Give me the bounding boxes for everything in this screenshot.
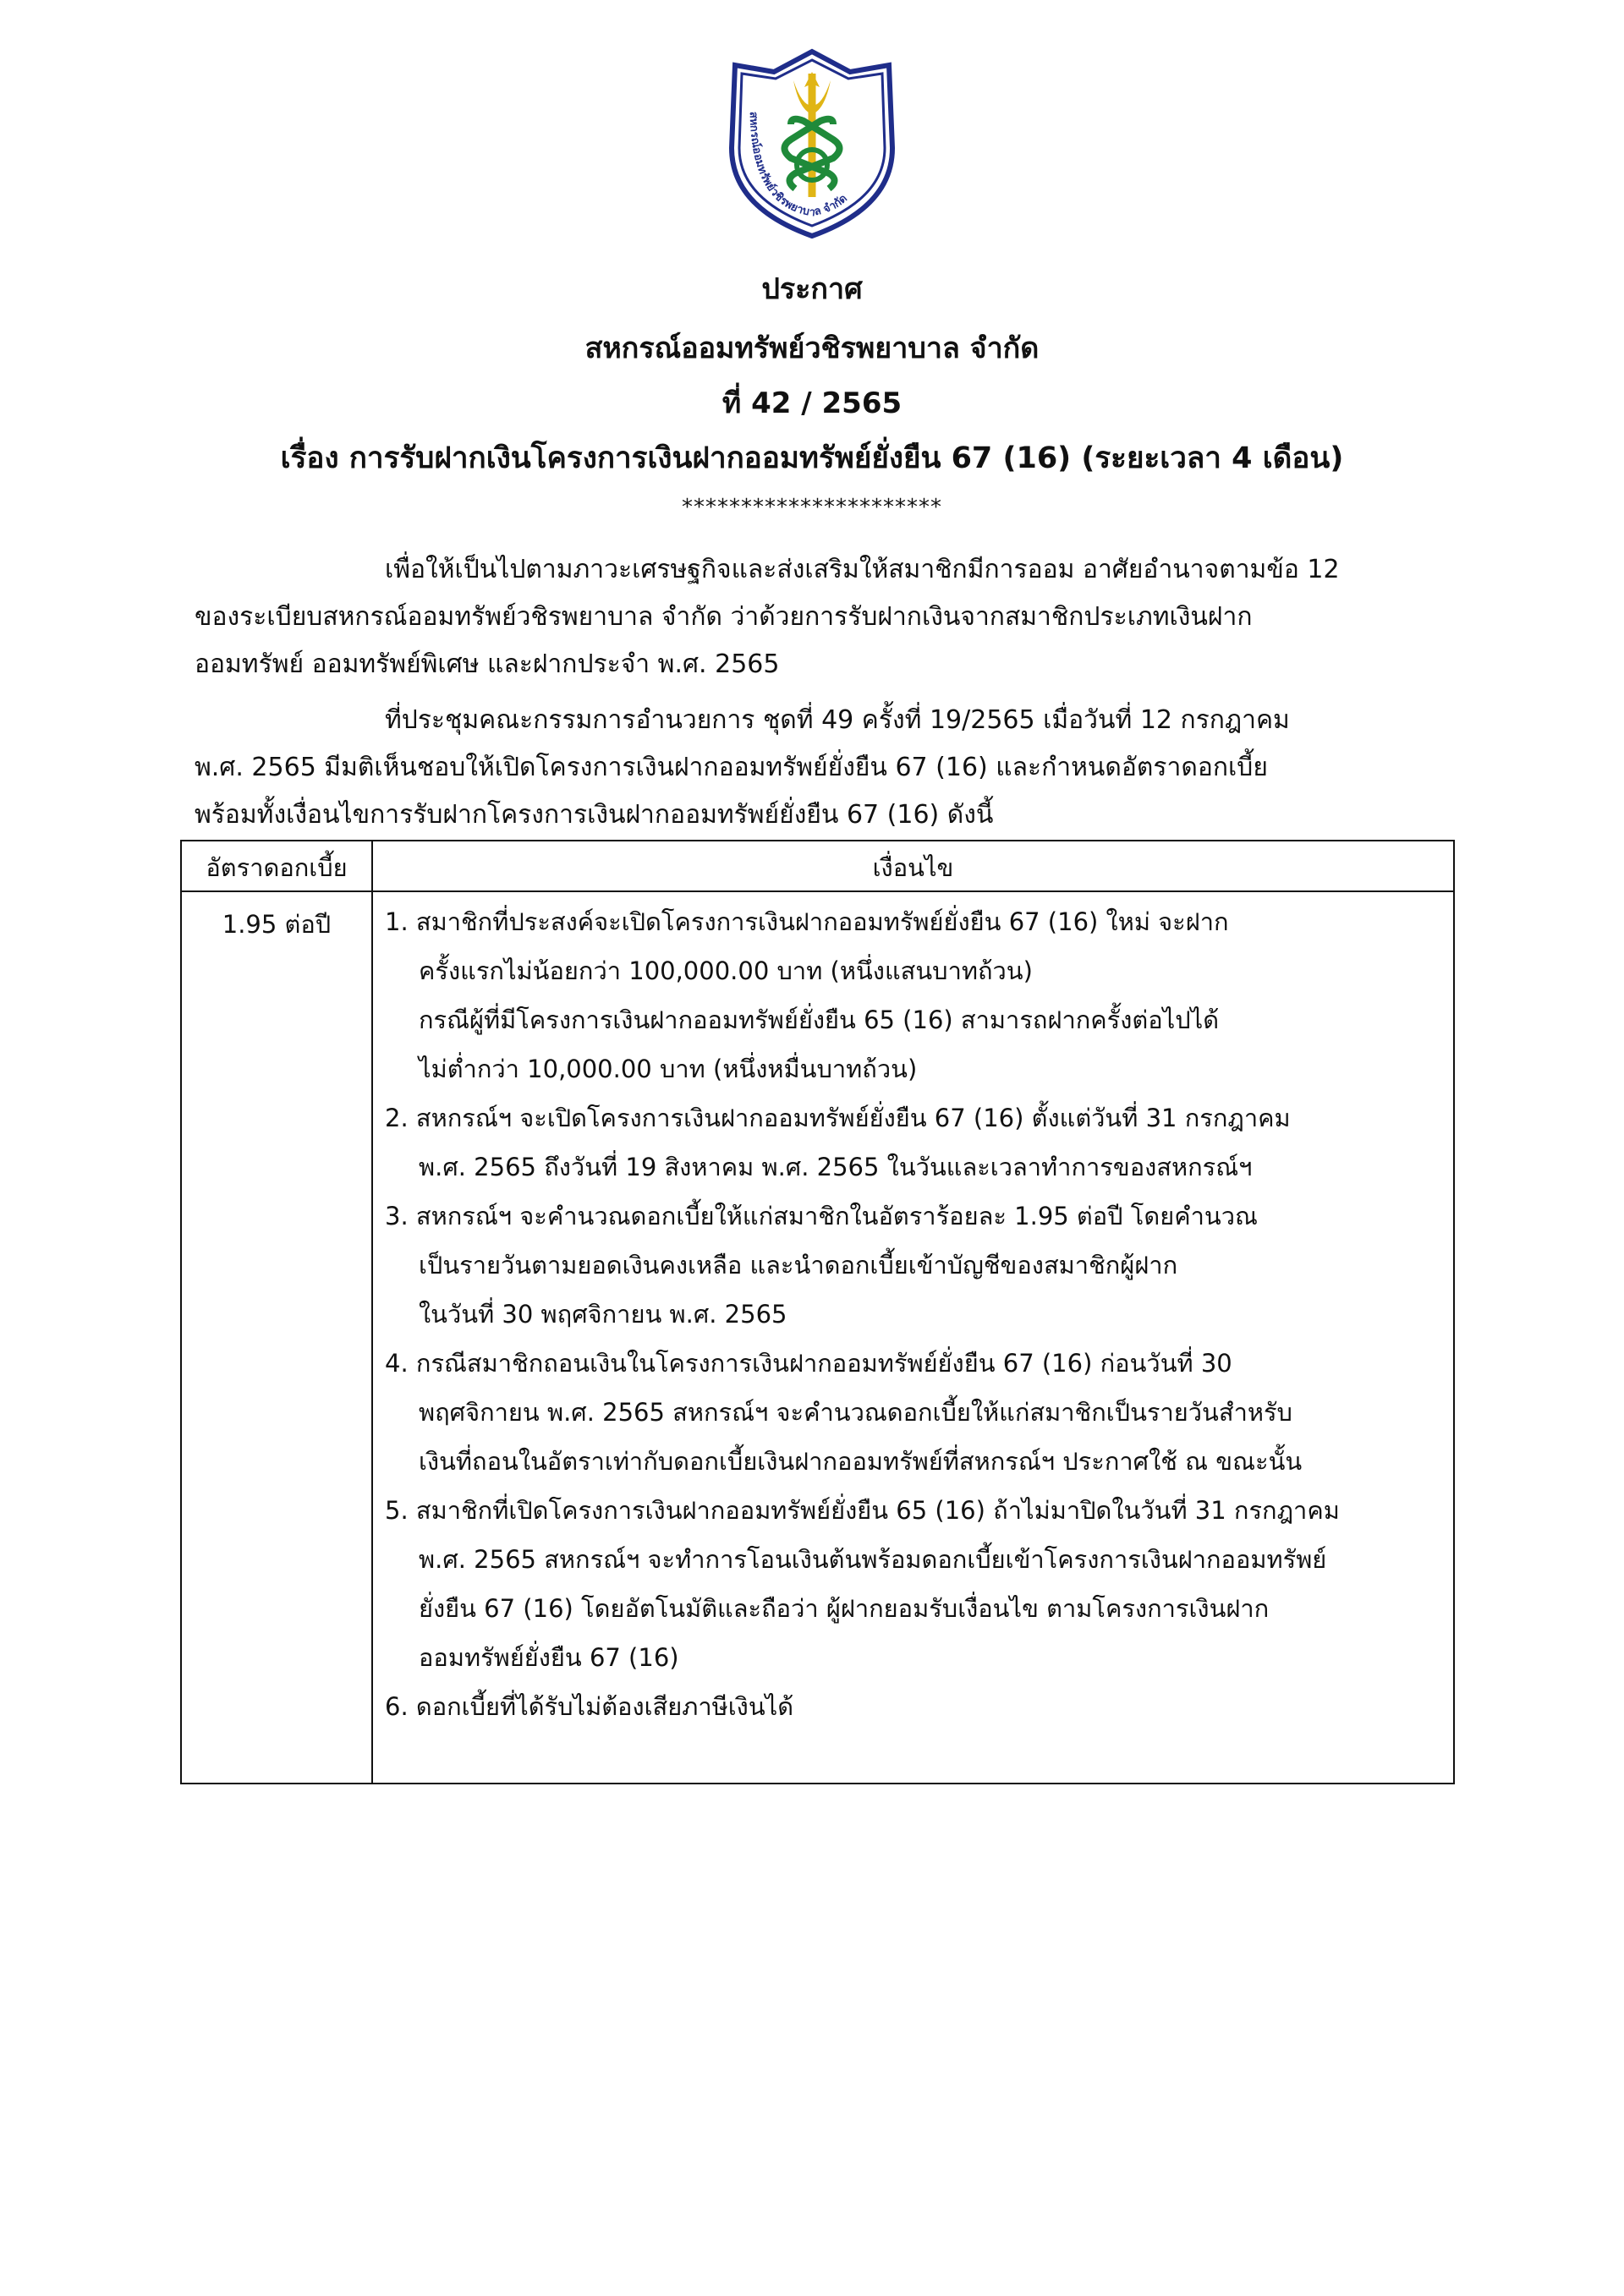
condition-line: พฤศจิกายน พ.ศ. 2565 สหกรณ์ฯ จะคำนวณดอกเบี้ยให้แก่สมาชิกเป็นรายวันสำหรับ [419,1398,1292,1427]
condition-line: 6. ดอกเบี้ยที่ได้รับไม่ต้องเสียภาษีเงินได้ [385,1692,794,1721]
paragraph-line: ของระเบียบสหกรณ์ออมทรัพย์วชิรพยาบาล จำกัด ว่าด้วยการรับฝากเงินจากสมาชิกประเภทเงินฝาก [195,602,1253,632]
paragraph-line: พร้อมทั้งเงื่อนไขการรับฝากโครงการเงินฝากออมทรัพย์ยั่งยืน 67 (16) ดังนี้ [195,800,994,830]
condition-line: ยั่งยืน 67 (16) โดยอัตโนมัติและถือว่า ผู้ฝากยอมรับเงื่อนไข ตามโครงการเงินฝาก [419,1594,1270,1623]
column-header-conditions: เงื่อนไข [872,853,954,882]
condition-line: 3. สหกรณ์ฯ จะคำนวณดอกเบี้ยให้แก่สมาชิกในอัตราร้อยละ 1.95 ต่อปี โดยคำนวณ [385,1202,1258,1230]
condition-line: พ.ศ. 2565 สหกรณ์ฯ จะทำการโอนเงินต้นพร้อมดอกเบี้ยเข้าโครงการเงินฝากออมทรัพย์ [419,1545,1327,1574]
condition-line: 4. กรณีสมาชิกถอนเงินในโครงการเงินฝากออมทรัพย์ยั่งยืน 67 (16) ก่อนวันที่ 30 [385,1349,1232,1378]
condition-line: ไม่ต่ำกว่า 10,000.00 บาท (หนึ่งหมื่นบาทถ้วน) [419,1055,918,1083]
condition-line: 2. สหกรณ์ฯ จะเปิดโครงการเงินฝากออมทรัพย์ยั่งยืน 67 (16) ตั้งแต่วันที่ 31 กรกฎาคม [385,1104,1291,1132]
table-header-divider [182,890,1453,892]
condition-line: กรณีผู้ที่มีโครงการเงินฝากออมทรัพย์ยั่งยืน 65 (16) สามารถฝากครั้งต่อไปได้ [419,1006,1220,1034]
condition-line: เป็นรายวันตามยอดเงินคงเหลือ และนำดอกเบี้ยเข้าบัญชีของสมาชิกผู้ฝาก [419,1251,1178,1280]
condition-line: เงินที่ถอนในอัตราเท่ากับดอกเบี้ยเงินฝากออมทรัพย์ที่สหกรณ์ฯ ประกาศใช้ ณ ขณะนั้น [419,1447,1303,1476]
table-column-divider [371,841,373,1783]
announcement-number: ที่ 42 / 2565 [721,386,903,420]
paragraph-line: พ.ศ. 2565 มีมติเห็นชอบให้เปิดโครงการเงินฝากออมทรัพย์ยั่งยืน 67 (16) และกำหนดอัตราดอกเบี้ย [195,753,1268,782]
conditions-table [180,840,1455,1784]
condition-line: 1. สมาชิกที่ประสงค์จะเปิดโครงการเงินฝากออมทรัพย์ยั่งยืน 67 (16) ใหม่ จะฝาก [385,907,1229,936]
separator-stars: ********************** [682,495,942,520]
condition-line: 5. สมาชิกที่เปิดโครงการเงินฝากออมทรัพย์ยั่งยืน 65 (16) ถ้าไม่มาปิดในวันที่ 31 กรกฎาคม [385,1496,1340,1525]
condition-line: ออมทรัพย์ยั่งยืน 67 (16) [419,1643,679,1672]
paragraph-line: เพื่อให้เป็นไปตามภาวะเศรษฐกิจและส่งเสริมให้สมาชิกมีการออม อาศัยอำนาจตามข้อ 12 [385,555,1340,584]
organization-name: สหกรณ์ออมทรัพย์วชิรพยาบาล จำกัด [584,332,1040,365]
announcement-subject: เรื่อง การรับฝากเงินโครงการเงินฝากออมทรัพย์ยั่งยืน 67 (16) (ระยะเวลา 4 เดือน) [280,441,1344,475]
announcement-title: ประกาศ [761,272,863,306]
paragraph-line: ออมทรัพย์ ออมทรัพย์พิเศษ และฝากประจำ พ.ศ. 2565 [195,649,780,679]
condition-line: ในวันที่ 30 พฤศจิกายน พ.ศ. 2565 [419,1300,787,1329]
condition-line: ครั้งแรกไม่น้อยกว่า 100,000.00 บาท (หนึ่งแสนบาทถ้วน) [419,956,1033,985]
paragraph-line: ที่ประชุมคณะกรรมการอำนวยการ ชุดที่ 49 ครั้งที่ 19/2565 เมื่อวันที่ 12 กรกฎาคม [385,705,1290,735]
condition-line: พ.ศ. 2565 ถึงวันที่ 19 สิงหาคม พ.ศ. 2565 ในวันและเวลาทำการของสหกรณ์ฯ [419,1153,1253,1181]
cooperative-logo [723,47,901,241]
logo-text: สหกรณ์ออมทรัพย์วชิรพยาบาล จำกัด [746,111,850,220]
interest-rate-value: 1.95 ต่อปี [222,910,332,939]
column-header-rate: อัตราดอกเบี้ย [206,853,348,882]
